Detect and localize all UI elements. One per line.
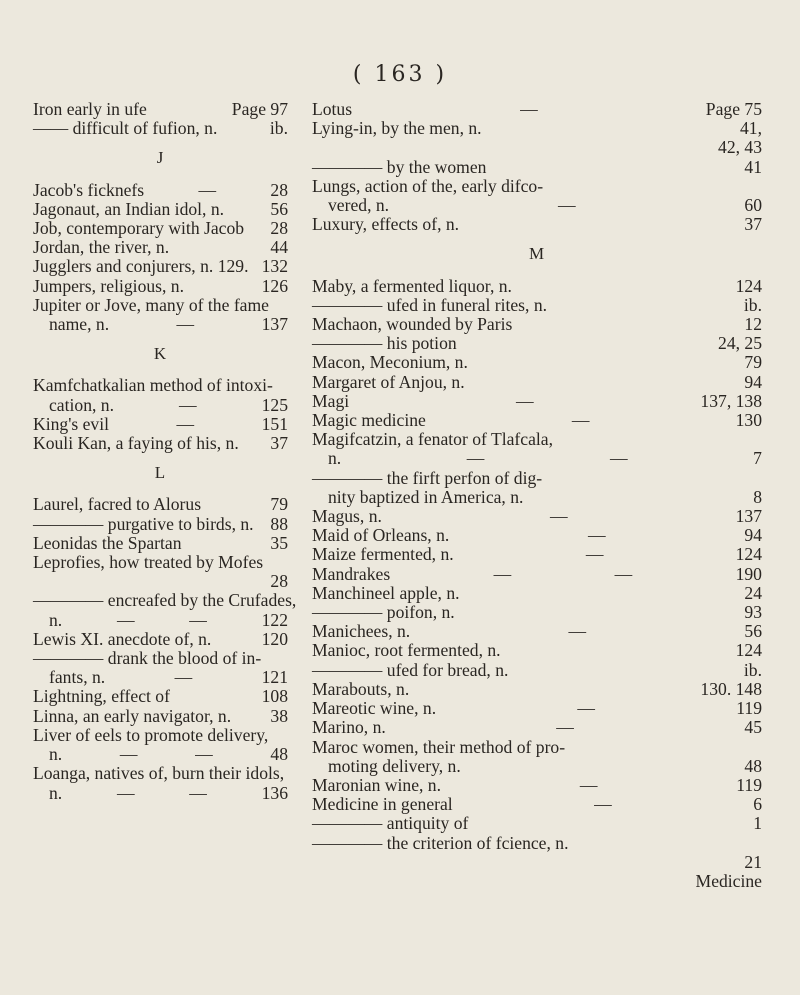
page-reference: Page 97 [231,99,288,119]
entry-text: Linna, an early navigator, n. [33,705,232,726]
dash-filler: — [556,717,574,738]
entry-line [33,434,288,453]
entry-line [312,411,762,430]
index-entry [312,430,762,468]
entry-line [312,215,762,234]
index-entry [33,534,288,553]
page-reference: ib. [269,118,288,139]
entry-text: Margaret of Anjou, n. [312,371,465,392]
page-reference: 120 [261,628,288,649]
entry-text: fants, n. [49,667,106,688]
entry-text: Maid of Orleans, n. [312,525,450,546]
section-letter: K [153,344,168,364]
entry-line [33,376,288,395]
dash-filler: — [179,394,197,415]
entry-text: Job, contemporary with Jacob [33,218,245,239]
dash-filler: — [557,195,576,216]
entry-line [312,699,762,718]
index-entry [33,119,288,138]
index-entry [312,177,762,215]
entry-text: Marabouts, n. [312,678,410,699]
entry-text: Maize fermented, n. [312,544,454,565]
entry-line [312,177,762,196]
entry-text: Maronian wine, n. [312,774,441,795]
entry-text: Lewis XI. anecdote of, n. [33,628,212,649]
entry-line [33,181,288,200]
page-reference: 79 [270,494,288,515]
entry-continuation [312,488,762,507]
entry-line [312,100,762,119]
index-entry [312,353,762,372]
entry-text: Marino, n. [312,717,386,738]
index-entry [33,649,288,687]
entry-line [312,603,762,622]
index-entry [312,119,762,157]
page-reference: 24, 25 [718,333,762,354]
entry-line [33,726,288,745]
entry-line [33,100,288,119]
index-entry [33,553,288,591]
page-reference: 12 [744,314,762,335]
page-reference: 48 [744,755,762,776]
index-entry [33,200,288,219]
entry-text: Mareotic wine, n. [312,698,437,719]
index-entry [33,277,288,296]
entry-text: Macon, Meconium, n. [312,352,468,373]
page-reference: 37 [744,214,762,235]
page-reference: 126 [261,275,288,296]
page-reference: 130. 148 [700,678,762,699]
index-entry [312,526,762,545]
page-reference: 7 [753,448,762,469]
page-reference: 35 [270,532,288,553]
index-entry [312,296,762,315]
entry-text: n. [328,448,342,469]
page-reference: 124 [735,544,762,565]
entry-text: Magus, n. [312,506,382,527]
entry-line [33,219,288,238]
entry-text: Manioc, root fermented, n. [312,640,501,661]
index-entry [312,718,762,737]
entry-text: n. [49,744,63,765]
index-entry [312,776,762,795]
entry-line [33,257,288,276]
dash-filler: — [614,563,633,584]
entry-text: Jugglers and conjurers, n. 129. [33,256,249,277]
dash-filler: — [176,314,195,335]
page-reference: 122 [261,609,288,630]
page-reference: 125 [261,394,288,415]
dash-filler: — [594,794,612,815]
page-reference: 56 [270,198,288,219]
index-entry [312,373,762,392]
entry-line [312,622,762,641]
entry-text: Manichees, n. [312,621,411,642]
index-entry [312,584,762,603]
dash-filler: — [577,698,595,719]
entry-line [33,277,288,296]
index-entry [312,100,762,119]
entry-line [33,707,288,726]
entry-line [312,661,762,680]
dash-filler: — [189,609,207,630]
index-entry [312,392,762,411]
entry-line [312,296,762,315]
entry-continuation [312,757,762,776]
section-letter: M [528,244,546,264]
dash-filler: — [571,410,590,431]
index-entry [312,411,762,430]
dash-filler: — [174,667,193,688]
index-entry [33,219,288,238]
index-entry [312,814,762,833]
entry-text: Lying-in, by the men, n. [312,118,482,139]
entry-text: n. [49,609,63,630]
index-entry [33,257,288,276]
entry-line [312,277,762,296]
entry-text: ———— ufed for bread, n. [312,659,509,680]
page-reference: 41 [744,156,762,177]
index-entry [33,515,288,534]
entry-line [312,158,762,177]
dash-filler: — [493,563,512,584]
page-reference: 124 [735,640,762,661]
entry-line [312,680,762,699]
entry-text: Leonidas the Spartan [33,532,182,553]
entry-continuation [33,611,288,630]
page-reference: 94 [744,371,762,392]
index-entry [33,434,288,453]
entry-line [312,776,762,795]
entry-text: Lungs, action of the, early difco- [312,175,544,196]
index-entry [312,641,762,660]
index-column-right [312,100,762,891]
entry-text: Liver of eels to promote delivery, [33,724,269,745]
entry-text: —— difficult of fufion, n. [33,118,218,139]
entry-line [33,649,288,668]
entry-text: ———— by the women [312,156,487,177]
entry-continuation [312,138,762,157]
page-reference: 108 [261,686,288,707]
entry-text: nity baptized in America, n. [328,486,524,507]
page-reference: 38 [270,705,288,726]
page-reference: 21 [744,851,762,872]
entry-text: Lightning, effect of [33,686,170,707]
entry-text: cation, n. [49,394,114,415]
dash-filler: — [116,609,135,630]
entry-continuation [33,784,288,803]
dash-filler: — [579,774,598,795]
entry-text: ———— his potion [312,333,457,354]
page-reference: 8 [753,486,762,507]
index-entry [312,215,762,234]
dash-filler: — [198,179,217,200]
page-reference: 93 [744,602,762,623]
dash-filler: — [588,525,606,546]
entry-continuation [312,196,762,215]
entry-text: Luxury, effects of, n. [312,214,460,235]
entry-line [312,641,762,660]
entry-text: Kamfchatkalian method of intoxi- [33,375,273,396]
entry-continuation [312,853,762,872]
entry-text: Machaon, wounded by Paris [312,314,513,335]
index-entry [312,834,762,872]
entry-line [33,238,288,257]
section-letter: L [154,463,167,483]
entry-continuation [33,668,288,687]
entry-line [312,373,762,392]
page-reference: 130 [735,410,762,431]
entry-text: Medicine in general [312,794,453,815]
page-number: ( 163 ) [352,62,448,87]
dash-filler: — [116,782,135,803]
entry-line [312,469,762,488]
dash-filler: — [176,413,195,434]
dash-filler: — [119,744,138,765]
index-entry [312,661,762,680]
page-reference: 42, 43 [718,137,762,158]
dash-filler: — [549,506,568,527]
entry-text: moting delivery, n. [328,755,461,776]
page-reference: 6 [753,794,762,815]
entry-line [312,718,762,737]
dash-filler: — [520,99,538,119]
page-reference: 60 [744,195,762,216]
page-reference: 119 [736,698,762,719]
entry-line [33,296,288,315]
index-entry [33,707,288,726]
dash-filler: — [195,744,213,765]
page-reference: 136 [261,782,288,803]
index-entry [33,630,288,649]
page-reference: 121 [261,667,288,688]
index-entry [312,507,762,526]
index-entry [33,181,288,200]
section-letter: J [156,148,165,168]
entry-text: Magi [312,390,350,411]
entry-line [312,526,762,545]
entry-text: Magifcatzin, a fenator of Tlafcala, [312,429,553,450]
entry-line [33,590,297,611]
entry-line [33,534,288,553]
index-entry [312,315,762,334]
entry-text: name, n. [49,314,110,335]
entry-line [312,315,762,334]
entry-text: Manchineel apple, n. [312,582,460,603]
entry-text: Loanga, natives of, burn their idols, [33,763,285,784]
page-reference: ib. [743,659,762,680]
entry-text: Magic medicine [312,410,426,431]
entry-text: Jumpers, religious, n. [33,275,184,296]
index-entry [312,738,762,776]
entry-text: ———— antiquity of [312,813,469,834]
entry-line [312,795,762,814]
entry-text: Jacob's ficknefs [33,179,145,200]
page-reference: ib. [743,294,762,315]
entry-text: ———— drank the blood of in- [33,648,262,669]
entry-text: ———— purgative to birds, n. [33,513,254,534]
entry-line [33,764,288,783]
page-reference: 137, 138 [700,390,762,411]
page-reference: 94 [744,525,762,546]
index-entry [312,277,762,296]
page-reference: 151 [261,413,288,434]
entry-text: Jupiter or Jove, many of the fame [33,294,269,315]
index-column-left [33,99,297,803]
index-entry [33,100,288,119]
entry-line [312,738,762,757]
entry-text: ———— encreafed by the Crufades, [33,590,297,611]
index-entry [33,296,288,334]
index-entry [312,469,762,507]
page-reference: 137 [735,506,762,527]
entry-text: ———— the criterion of fcience, n. [312,832,569,853]
entry-line [33,553,288,572]
entry-text: King's evil [33,413,109,434]
entry-text: Leprofies, how treated by Mofes [33,552,264,573]
entry-text: ———— poifon, n. [312,602,455,623]
entry-text: ———— ufed in funeral rites, n. [312,294,548,315]
page-reference: Page 75 [705,99,762,119]
index-entry [33,590,297,630]
page-reference: 45 [744,717,762,738]
page-reference: 124 [735,275,762,296]
entry-line [33,415,288,434]
page-reference: 1 [753,813,762,834]
entry-line [33,495,288,514]
index-entry [33,238,288,257]
entry-continuation [33,745,288,764]
entry-text: Mandrakes [312,563,391,584]
entry-text: Jordan, the river, n. [33,237,170,258]
entry-text: n. [49,782,63,803]
index-entry [33,415,288,434]
page-reference: 28 [270,571,288,592]
entry-line [312,565,762,584]
page-reference: 79 [744,352,762,373]
dash-filler: — [466,448,485,469]
entry-line [312,392,762,411]
dash-filler: — [515,390,534,411]
index-entry [33,376,288,414]
index-entry [33,687,288,706]
page-reference: 88 [270,513,288,534]
entry-line [33,119,288,138]
entry-line [312,353,762,372]
entry-line [33,200,288,219]
entry-text: vered, n. [328,195,390,216]
page-reference: 44 [270,237,288,258]
dash-filler: — [568,621,587,642]
entry-line [312,834,762,853]
entry-text: Kouli Kan, a faying of his, n. [33,433,239,454]
index-entry [312,795,762,814]
entry-continuation [33,315,288,334]
entry-continuation [312,449,762,468]
index-entry [312,158,762,177]
dash-filler: — [585,544,604,565]
entry-line [33,687,288,706]
index-entry [312,603,762,622]
page-reference: 137 [261,314,288,335]
entry-continuation [33,396,288,415]
catchword: Medicine [695,870,762,891]
entry-text: Jagonaut, an Indian idol, n. [33,198,225,219]
index-entry [33,726,288,764]
entry-line [33,630,288,649]
entry-line [33,515,288,534]
page-reference: 28 [270,179,288,200]
index-entry [312,334,762,353]
page-reference: 24 [744,582,762,603]
entry-text: Maby, a fermented liquor, n. [312,275,512,296]
entry-line [312,507,762,526]
index-entry [312,622,762,641]
entry-continuation [33,572,288,591]
entry-line [312,814,762,833]
page-reference: 132 [261,256,288,277]
index-entry [312,680,762,699]
page-reference: 41, [740,118,762,139]
page-reference: 119 [736,774,762,795]
entry-text: Lotus [312,99,353,119]
page-reference: 28 [270,218,288,239]
entry-line [312,430,762,449]
entry-text: Maroc women, their method of pro- [312,736,566,757]
dash-filler: — [609,448,628,469]
entry-line [312,545,762,564]
page-reference: 190 [735,563,762,584]
page-reference: 48 [270,744,288,765]
index-entry [312,699,762,718]
entry-text: Laurel, facred to Alorus [33,494,202,515]
page-reference: 37 [270,433,288,454]
index-entry [33,764,288,802]
dash-filler: — [189,782,207,803]
index-entry [312,545,762,564]
index-entry [312,565,762,584]
index-entry [33,495,288,514]
entry-line [312,584,762,603]
entry-line [312,334,762,353]
page-reference: 56 [744,621,762,642]
entry-text: Iron early in ufe [33,99,147,119]
entry-line [312,119,762,138]
entry-text: ———— the firft perfon of dig- [312,467,543,488]
